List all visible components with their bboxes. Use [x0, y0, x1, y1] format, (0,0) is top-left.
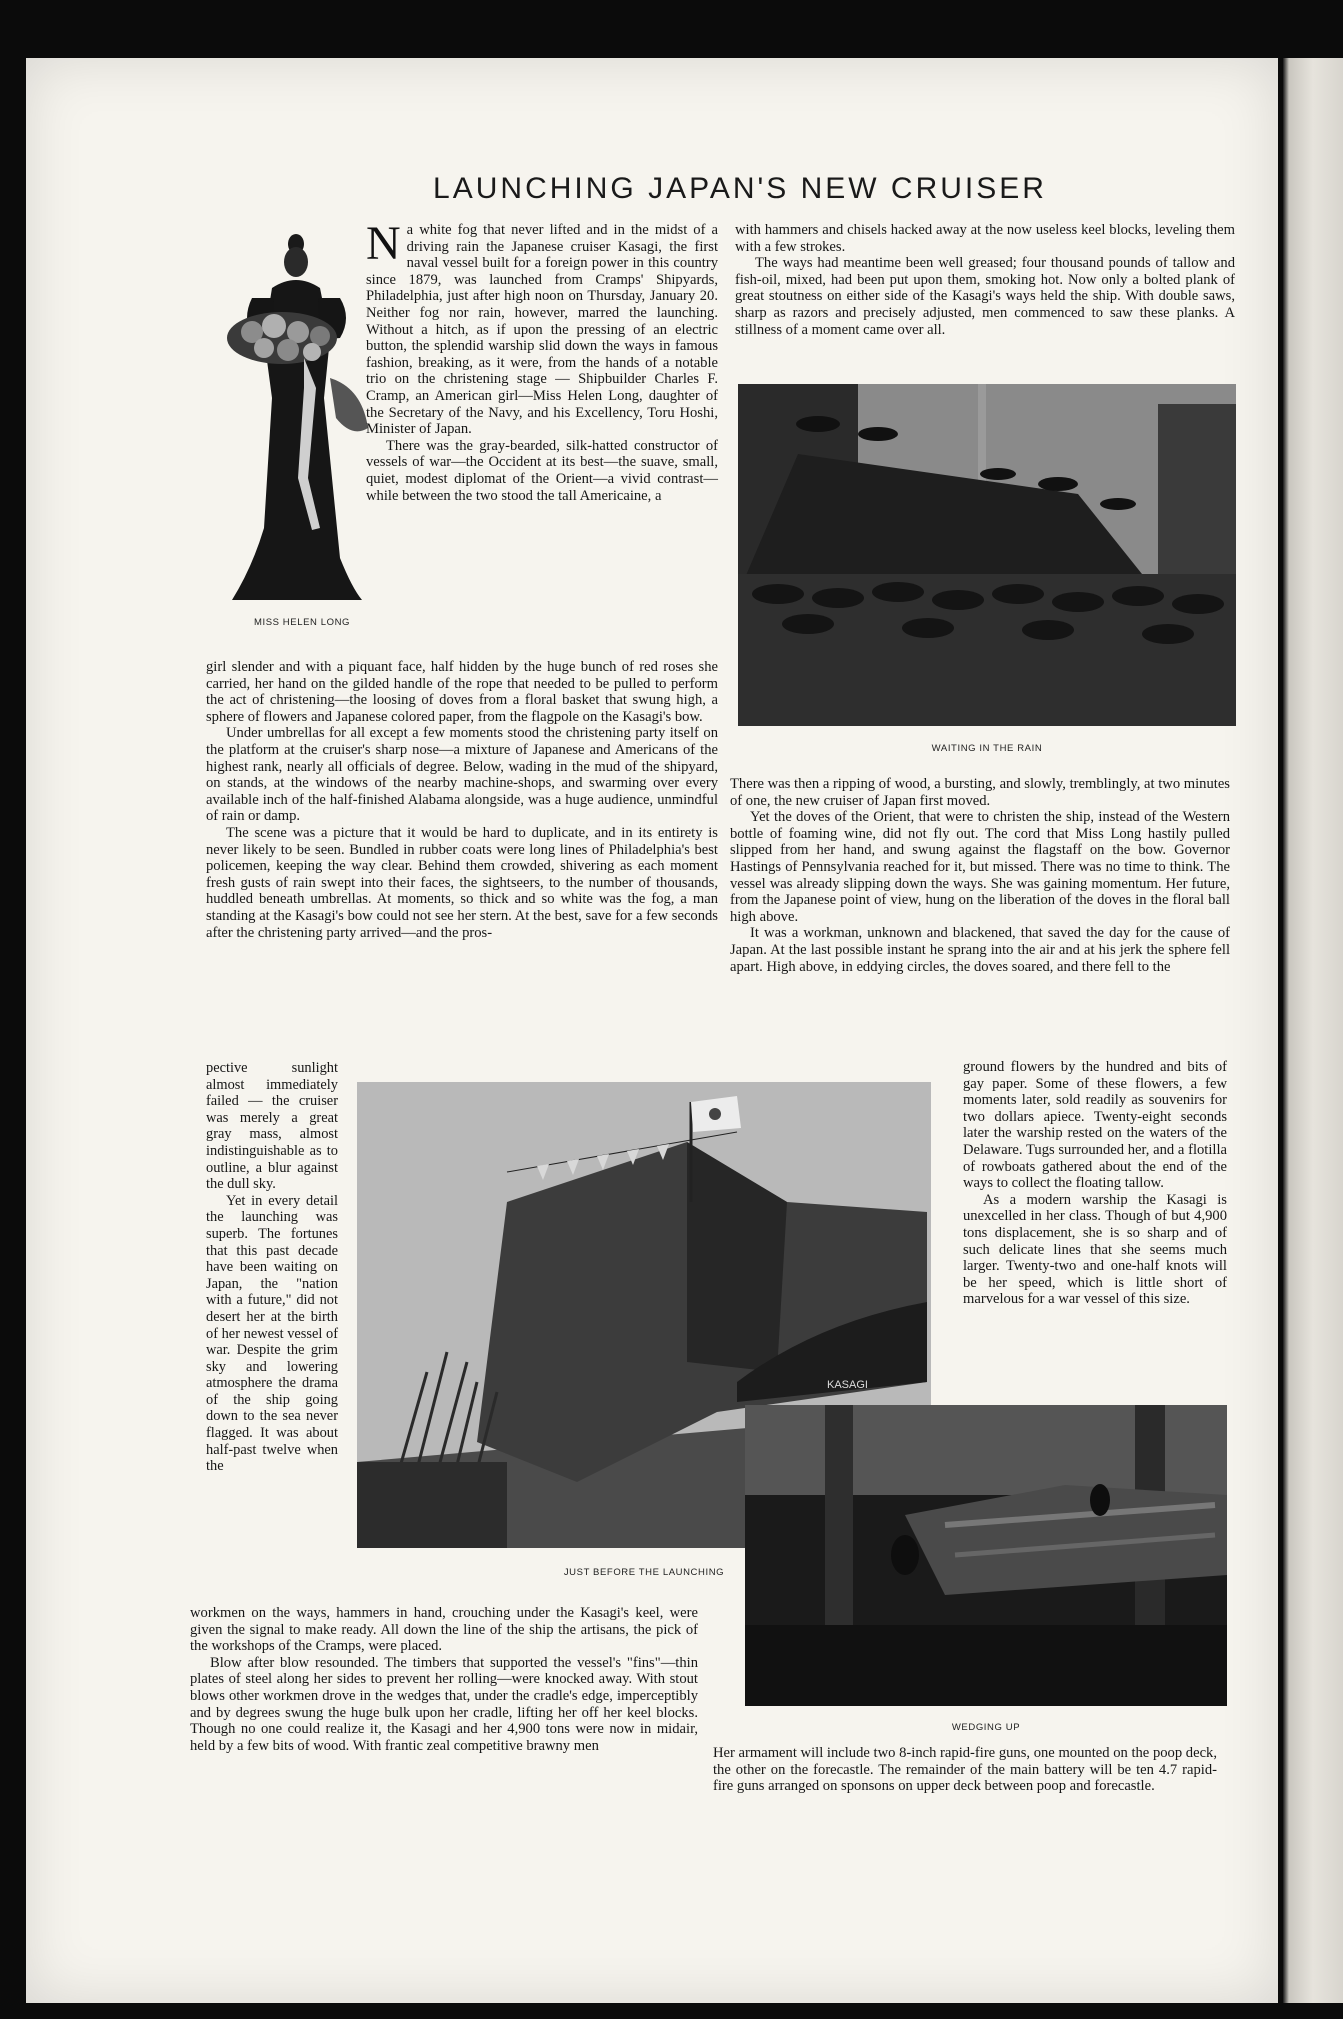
ship-hull-lettering: KASAGI [827, 1379, 868, 1391]
article-left-column [206, 659, 718, 941]
paragraph-3: Under umbrellas for all except a few moments stood the christening party itself on the platform at the cruiser's sharp nose—a mixture of Japanese and Americans of the highest rank, nearly all officials of degree. Below, wading in the mud of the shipyard, on stands, at the windows of the nearby machine-shops, and swarming over every available inch of the half-finished Alabama alongside, was a huge audience, unmindful of rain or damp. [206, 725, 718, 825]
right-paragraph-6: As a modern warship the Kasagi is unexcelled in her class. Though of but 4,900 tons displacement, she is so sharp and of such delicate lines that she seems much larger. Twenty-two and one-half knots will be her speed, which is little short of marvelous for a war vessel of this size. [963, 1191, 1227, 1308]
right-paragraph-7: Her armament will include two 8-inch rapid-fire guns, one mounted on the poop deck, the other on the forecastle. The remainder of the main battery will be ten 4.7 rapid-fire guns arranged on sponsons on upper deck between poop and forecastle. [713, 1745, 1217, 1795]
article-right-top [735, 222, 1235, 338]
roses-bouquet [227, 312, 337, 364]
rain-caption: WAITING IN THE RAIN [931, 743, 1043, 754]
drop-cap: N [366, 217, 401, 270]
right-paragraph-1: with hammers and chisels hacked away at the now useless keel blocks, leveling them with a few strokes. [735, 222, 1235, 255]
portrait-caption: MISS HELEN LONG [253, 617, 351, 628]
article-intro [366, 217, 718, 504]
portrait-photo [212, 228, 392, 613]
right-paragraph-2: The ways had meantime been well greased; four thousand pounds of tallow and fish-oil, mixed, had been put upon them, smoking hot. Now only a bolted plank of great stoutness on either side of the Kasagi's ways held the ship. With double saws, sharp as razors and precisely adjusted, men commenced to saw these planks. A stillness of a moment came over all. [735, 255, 1235, 338]
paragraph-2-start: There was the gray-bearded, silk-hatted constructor of vessels of war—the Occident at its best—the suave, small, quiet, modest diplomat of the Orient—a vivid contrast—while between the two stood the tall Americaine, a [366, 437, 718, 504]
article-title: LAUNCHING JAPAN'S NEW CRUISER [433, 172, 1047, 205]
paragraph-4: The scene was a picture that it would be hard to duplicate, and in its entirety is never likely to be seen. Bundled in rubber coats were long lines of Philadelphia's best policemen, keeping the way clear. Behind them crowded, shivering as each moment fresh gusts of rain swept into their faces, the sightseers, to the number of thousands, huddled beneath umbrellas. At moments, so thick and so white was the fog, a man standing at the Kasagi's bow could not see her stern. At the best, save for a few seconds after the christening party arrived—and the pros- [206, 824, 718, 941]
paragraph-6: Blow after blow resounded. The timbers that supported the vessel's "fins"—thin plates of steel along her sides to prevent her rolling—were knocked away. With stout blows other workmen drove in the wedges that, under the cradle's edge, imperceptibly and by degrees swung the huge bulk upon her cradle, lifting her off her keel blocks. Though no one could realize it, the Kasagi and her 4,900 tons were now in midair, held by a few bits of wood. With frantic zeal competitive brawny men [190, 1654, 698, 1754]
article-left-bottom [190, 1605, 698, 1754]
waiting-in-rain-photo [738, 384, 1236, 726]
launching-caption: JUST BEFORE THE LAUNCHING [563, 1567, 725, 1578]
wedging-up-photo [745, 1405, 1227, 1706]
article-right-bottom [713, 1745, 1217, 1795]
right-paragraph-3: There was then a ripping of wood, a bursting, and slowly, tremblingly, at two minutes of one, the new cruiser of Japan first moved. [730, 776, 1230, 809]
right-paragraph-5-end: ground flowers by the hundred and bits of gay paper. Some of these flowers, a few moments later, sold readily as souvenirs for two dollars apiece. Twenty-eight seconds later the warship rested on the waters of the Delaware. Tugs surrounded her, and a flotilla of rowboats gathered about the end of the ways to collect the floating tallow. [963, 1059, 1227, 1192]
paragraph-1: a white fog that never lifted and in the midst of a driving rain the Japanese cruiser Kasagi, the first naval vessel built for a foreign power in this country since 1879, was launched from Cramps' Shipyards, Philadelphia, just after high noon on Thursday, January 20. Neither fog nor rain, however, marred the launching. Without a hitch, as if upon the pressing of an electric button, the splendid warship slid down the ways in famous fashion, breaking, as it were, from the hands of a notable trio on the christening stage — Shipbuilder Charles F. Cramp, an American girl—Miss Helen Long, daughter of the Secretary of the Navy, and his Excellency, Toru Hoshi, Minister of Japan. [366, 222, 718, 438]
article-narrow-column [206, 1060, 338, 1475]
paragraph-4-end: pective sunlight almost immediately failed — the cruiser was merely a great gray mass, almost indistinguishable as to outline, a blur against the dull sky. [206, 1060, 338, 1193]
paragraph-5-end: workmen on the ways, hammers in hand, crouching under the Kasagi's keel, were given the signal to make ready. All down the line of the ship the artisans, the pick of the workshops of the Cramps, were placed. [190, 1605, 698, 1655]
right-paragraph-4: Yet the doves of the Orient, that were to christen the ship, instead of the Western bottle of foaming wine, did not fly out. The cord that Miss Long hastily pulled slipped from her hand, and swung against the flagstaff on the bow. Governor Hastings of Pennsylvania reached for it, but missed. There was no time to think. The vessel was already slipping down the ways. She was gaining momentum. Her future, from the Japanese point of view, hung on the liberation of the doves in the floral ball high above. [730, 809, 1230, 925]
right-paragraph-5: It was a workman, unknown and blackened, that saved the day for the cause of Japan. At the last possible instant he sprang into the air and at his jerk the sphere fell apart. High above, in eddying circles, the doves soared, and there fell to the [730, 925, 1230, 975]
paragraph-5: Yet in every detail the launching was superb. The fortunes that this past decade have been waiting on Japan, the "nation with a future," did not desert her at the birth of her newest vessel of war. Despite the grim sky and lowering atmosphere the drama of the ship going down to the sea never flagged. It was about half-past twelve when the [206, 1192, 338, 1475]
next-page-edge [1283, 58, 1343, 2003]
head [284, 247, 308, 277]
article-right-middle [730, 776, 1230, 975]
paragraph-2-end: girl slender and with a piquant face, half hidden by the huge bunch of red roses she carried, her hand on the gilded handle of the rope that needed to be pulled to perform the act of christening—the loosing of doves from a floral basket that swung high, a sphere of flowers and Japanese colored paper, from the flagpole on the Kasagi's bow. [206, 659, 718, 725]
article-right-narrow [963, 1059, 1227, 1308]
wedging-caption: WEDGING UP [951, 1722, 1021, 1733]
